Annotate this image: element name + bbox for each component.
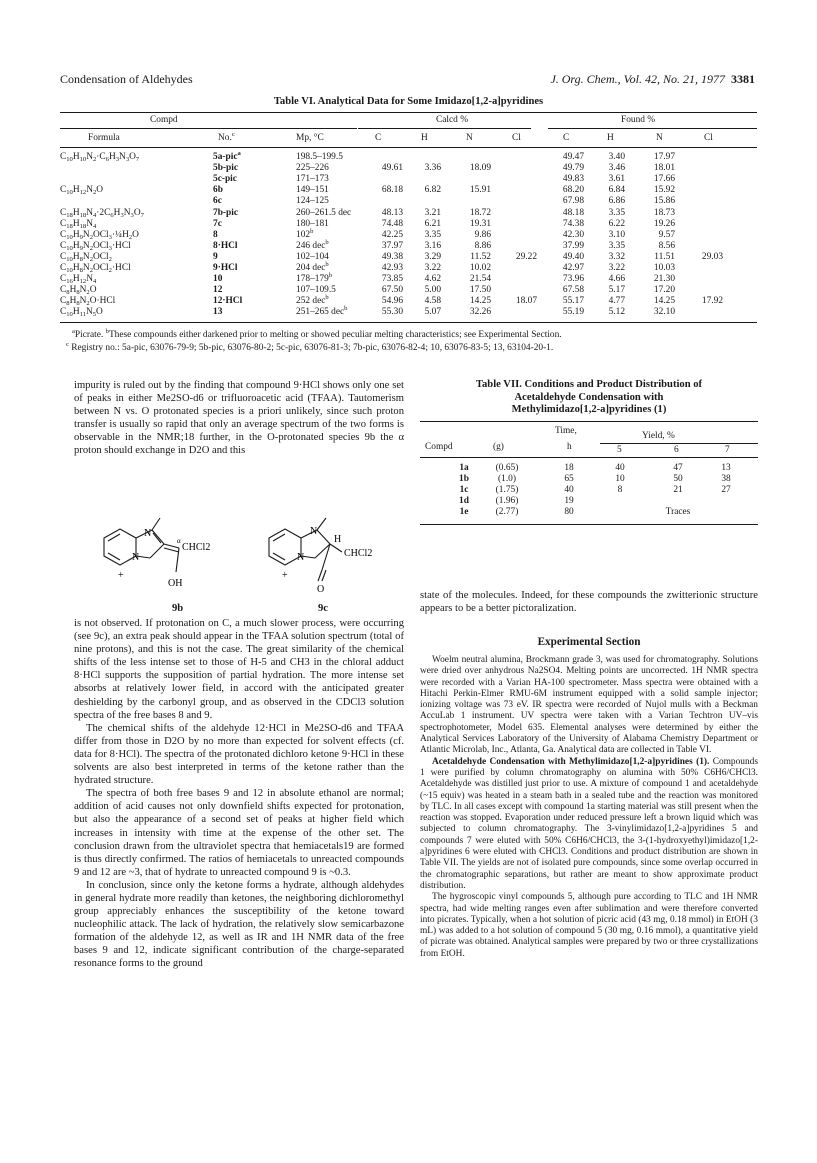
h-atom-9c: H: [334, 534, 342, 545]
left-body: [74, 617, 404, 971]
table-cell-ch: 3.22: [424, 263, 441, 273]
table-cell-fh: 4.66: [608, 274, 625, 285]
table-cell-ch: 3.16: [424, 240, 441, 251]
table-cell-no: 12·HCl: [213, 296, 243, 307]
table-cell-mp: 107–109.5: [296, 285, 336, 296]
table6-col-calcd-cl: Cl: [512, 133, 521, 143]
footnote-c-mark: c: [66, 341, 69, 348]
table6-bottom-rule: [60, 322, 757, 323]
table-row: [60, 196, 757, 207]
table-cell-fh: 3.35: [608, 207, 625, 218]
right-para-1: state of the molecules. Indeed, for these compounds the zwitterionic structure appears to be a better pictoralization.: [420, 590, 758, 615]
table-cell-fn: 17.97: [653, 152, 675, 162]
table-row: [60, 296, 757, 307]
table-cell-formula: $C_{10}H_{10}N_2\cdot C_6H_3N_3O_7$: [60, 152, 140, 163]
table-row: [60, 227, 757, 241]
table-cell-ch: 3.21: [424, 207, 441, 218]
table-cell-fn: 15.86: [653, 196, 675, 207]
table-cell-fcl: 17.92: [701, 296, 723, 307]
structures-9b-9c: [84, 508, 414, 598]
table-cell-ch: 6.21: [424, 218, 441, 229]
table-cell-y5: 8: [617, 485, 623, 496]
table-cell-fh: 6.84: [608, 185, 625, 196]
table6-col-no-sup: c: [231, 131, 235, 138]
table-cell-ch: 3.29: [424, 251, 441, 262]
table-cell-mp: 252 dec$^b$: [296, 294, 329, 307]
table-cell-no: 13: [213, 307, 223, 318]
table-cell-mp-sup: b: [344, 305, 348, 313]
table-cell-cc: 49.38: [381, 251, 403, 262]
table-cell-y6: 50: [673, 474, 683, 485]
table-cell-time: 40: [564, 485, 574, 496]
table-cell-cn: 21.54: [469, 274, 491, 285]
table7-col-compd: Compd: [425, 442, 453, 452]
table-cell-fc: 49.83: [562, 174, 584, 185]
journal-citation: J. Org. Chem., Vol. 42, No. 21, 1977: [550, 72, 725, 86]
table-cell-fn: 19.26: [653, 218, 675, 229]
table-cell-ch: 5.00: [424, 285, 441, 296]
exp-para-2: [420, 757, 758, 893]
table7-bottom-rule: [420, 524, 758, 525]
table-cell-fh: 5.17: [608, 285, 625, 296]
table-cell-cc: 42.25: [381, 229, 403, 240]
table-cell-cc: 37.97: [381, 240, 403, 251]
table-cell-formula: $C_{16}H_{12}N_4$: [60, 274, 97, 286]
table-cell-fn: 8.56: [658, 240, 675, 251]
left-para-1-text: impurity is ruled out by the finding that compound 9·HCl shows only one set of peaks in either Me2SO-d6 or trifluoroacetic acid (TFAA). Tautomerism between N vs. O protonated species is a priori unlikely, since such proton transfer is usually so rapid that only an average spectrum of the two forms is observable in the NMR;18 further, in the O-protonated species 9b the α proton should exchange in D2O and this: [74, 380, 404, 457]
table7-top-rule: [420, 421, 758, 422]
table-cell-fn: 18.73: [653, 207, 675, 218]
table-cell-g: (1.96): [495, 496, 519, 507]
table-cell-fh: 3.40: [608, 152, 625, 162]
table-cell-fh: 3.22: [608, 263, 625, 273]
table-cell-no: 9: [213, 251, 218, 262]
table6-col-formula: Formula: [88, 133, 120, 143]
table-row: [420, 463, 758, 474]
alpha-label: α: [177, 537, 181, 545]
table-row: [420, 474, 758, 485]
table-cell-ccl: 18.07: [515, 296, 537, 307]
table-cell-cn: 18.72: [469, 207, 491, 218]
table-cell-fc: 37.99: [562, 240, 584, 251]
footnote-b-text: These compounds either darkened prior to melting or showed peculiar melting characteristics; see Experimental Section.: [108, 330, 562, 340]
table-cell-fc: 67.98: [562, 196, 584, 207]
table-cell-ch: 5.07: [424, 307, 441, 318]
n-atom-9c-1: N: [310, 526, 318, 537]
table-cell-cc: 48.13: [381, 207, 403, 218]
table-cell-time: 80: [564, 507, 574, 518]
table-cell-compd: 1b: [459, 474, 469, 485]
table-cell-ch: 4.58: [424, 296, 441, 307]
table-cell-no: 8·HCl: [213, 240, 238, 251]
table-cell-mp-sup: b: [325, 261, 329, 268]
table-cell-formula: $C_{10}H_{12}N_2O$: [60, 185, 104, 197]
table-cell-fn: 21.30: [653, 274, 675, 285]
table-cell-fh: 4.77: [608, 296, 625, 307]
running-head-right: [550, 72, 755, 87]
left-para-5: In conclusion, since only the ketone forms a hydrate, although aldehydes in general hydrate more readily than ketones, the neighboring dichloromethyl group appreciably enhances the susceptibility of the ketone toward nucleophilic attack. The lack of hydration, the relatively slow semicarbazone formation of the aldehyde 12, as well as IR and 1H NMR data of the free bases 9 and 12, indicate significant contribution of the charge-separated resonance forms to the ground: [74, 879, 404, 970]
table-row: [60, 285, 757, 296]
table-row: [420, 496, 758, 507]
table-cell-fc: 48.18: [562, 207, 584, 218]
footnote-c-text: Registry no.: 5a-pic, 63076-79-9; 5b-pic, 63076-80-2; 5c-pic, 63076-81-3; 7b-pic, 63076-82-4; 10, 63076-83-5; 13, 63104-20-1.: [71, 343, 554, 353]
footnote-b-mark: b: [105, 328, 109, 335]
table-cell-formula: $C_{18}H_{18}N_4$: [60, 218, 97, 230]
table-cell-fc: 49.40: [562, 251, 584, 262]
table-cell-time: 65: [564, 474, 574, 485]
table-cell-no: 5b-pic: [213, 163, 239, 174]
plus-charge-9b: +: [118, 570, 124, 581]
label-9c: 9c: [318, 603, 328, 614]
table-cell-fh: 3.61: [608, 174, 625, 185]
table-cell-mp: 260–261.5 dec: [296, 207, 352, 218]
table6-calcd-rule: [358, 128, 531, 129]
table-cell-mp: 171–173: [296, 174, 329, 185]
table-cell-fc: 55.17: [562, 296, 584, 307]
table-cell-cc: 68.18: [381, 185, 403, 196]
table-row: [60, 252, 757, 263]
table6-col-calcd-n: N: [466, 133, 473, 143]
table-cell-mp: 124–125: [296, 196, 329, 207]
table-cell-fcl: 29.03: [701, 251, 723, 262]
experimental-body: [420, 655, 758, 960]
table-cell-fh: 3.35: [608, 240, 625, 251]
plus-charge-9c: +: [282, 570, 288, 581]
table-cell-no: 12: [213, 285, 223, 296]
table-row: [60, 163, 757, 174]
exp-para-2-heading: Acetaldehyde Condensation with Methylimidazo[1,2-a]pyridines (1).: [432, 756, 710, 767]
table-cell-cc: 67.50: [381, 285, 403, 296]
table-cell-g: (2.77): [495, 507, 519, 518]
table-cell-fc: 74.38: [562, 218, 584, 229]
structure-9c-bonds: [269, 518, 342, 581]
table-row: [60, 219, 757, 230]
table-cell-cn: 8.86: [474, 240, 491, 251]
table-cell-fn: 11.51: [654, 251, 675, 262]
table-cell-compd: 1e: [459, 507, 469, 518]
footnote-a-text: Picrate.: [74, 330, 104, 340]
table-cell-fc: 68.20: [562, 185, 584, 196]
table-cell-fc: 49.47: [562, 152, 584, 162]
table-row: [60, 208, 757, 219]
table-cell-compd: 1d: [459, 496, 469, 507]
table6-top-rule: [60, 112, 757, 113]
table-cell-no: 7b-pic: [213, 207, 239, 218]
table-cell-fh: 5.12: [608, 307, 625, 318]
left-para-3: The chemical shifts of the aldehyde 12·HCl in Me2SO-d6 and TFAA differ from those in D2O by no more than expected for solvent effects (cf. data for 8·HCl). The spectra of the protonated dichloro ketone 9·HCl in these solvents are also best interpreted in terms of the ketone rather than the hydrated structure.: [74, 722, 404, 787]
table6-group-found: Found %: [621, 115, 656, 125]
table-row: [60, 185, 757, 196]
oh-9b: OH: [168, 578, 183, 589]
running-head: [60, 72, 193, 87]
table-cell-cc: 42.93: [381, 263, 403, 273]
table-cell-ch: 3.35: [424, 229, 441, 240]
table-cell-time: 18: [564, 463, 574, 473]
table-cell-mp: 102$^b$: [296, 227, 314, 240]
table-cell-mp: 178–179$^b$: [296, 272, 333, 285]
table-cell-cn: 15.91: [469, 185, 491, 196]
table-cell-no: 5c-pic: [213, 174, 237, 185]
table6-col-found-c: C: [563, 133, 570, 143]
table-cell-formula: $C_{18}H_{18}N_4\cdot 2C_6H_3N_3O_7$: [60, 207, 144, 219]
table-row: [420, 485, 758, 496]
table6-found-rule: [548, 128, 757, 129]
table6-col-no: [218, 133, 235, 143]
table-cell-y7: 27: [721, 485, 731, 496]
table-cell-g: (0.65): [495, 463, 519, 473]
table-cell-formula: $C_8H_8N_2O\cdot HCl$: [60, 296, 116, 308]
table-cell-g: (1.75): [495, 485, 519, 496]
left-para-4: The spectra of both free bases 9 and 12 in absolute ethanol are normal; addition of acid causes not only downfield shifts expected for protonation, but also the appearance of a second set of peaks at higher field which increases in intensity with time at the expense of the other set. The conclusion drawn from the ultraviolet spectra that hemiacetals19 are formed is thus directly confirmed. The ratios of hemiacetals to unreacted compounds 9 and 12 are ~3, that of hydrate to unreacted compound 9 is ~0.3.: [74, 788, 404, 878]
table7-title-line3: Methylimidazo[1,2-a]pyridines (1): [511, 404, 667, 416]
table6-group-calcd: Calcd %: [436, 115, 469, 125]
table6-title: Table VI. Analytical Data for Some Imidazo[1,2-a]pyridines: [273, 96, 544, 107]
table-cell-fc: 42.97: [562, 263, 584, 273]
table6-footnote-1: [72, 330, 772, 342]
table6-col-calcd-c: C: [375, 133, 382, 143]
table-cell-fn: 10.03: [653, 263, 675, 273]
table-cell-fh: 3.32: [608, 251, 625, 262]
table-cell-fn: 14.25: [653, 296, 675, 307]
table-cell-cc: 73.85: [381, 274, 403, 285]
table-cell-mp: 251–265 dec$^b$: [296, 305, 348, 318]
table-cell-y6: 47: [673, 463, 683, 473]
table-cell-mp: 225–226: [296, 163, 329, 174]
table-row: [60, 307, 757, 318]
table-row: [60, 238, 757, 252]
table-cell-mp: 204 dec$^b$: [296, 261, 329, 273]
table-cell-cn: 17.50: [469, 285, 491, 296]
n-atom-9b-2: N: [132, 552, 140, 563]
exp-para-2-text: Compounds 1 were purified by column chromatography on alumina with 50% C6H6/CHCl3. Acetaldehyde was distilled just prior to use. A mixture of compound 1 and acetaldehyde (~15 equiv) was heated in a steam bath in a sealed tube and the reaction was monitored by TLC. In all cases except with compound 1a starting material was still present when the reaction was stopped. Evaporation under reduced pressure left a brown liquid which was subjected to column chromatography. The 3-vinylimidazo[1,2-a]pyridines 5 and compounds 7 were eluted with 50% C6H6/CHCl3, the 3-(1-hydroxyethyl)imidazo[1,2-a]pyridines 6 were eluted with CHCl3. Conditions and product distribution are shown in Table VII. The yields are not of isolated pure compounds, since some overlap occurred in the chromatographic separations, but rather are meant to show approximate product distribution.: [420, 756, 759, 891]
n-atom-9b-1: N: [144, 528, 152, 539]
table-cell-mp-sup: b: [325, 294, 329, 302]
table-cell-mp-sup: b: [310, 227, 314, 235]
label-9b: 9b: [172, 603, 184, 614]
o-atom-9c: O: [317, 584, 325, 595]
exp-para-1: Woelm neutral alumina, Brockmann grade 3, was used for chromatography. Solutions were dried over anhydrous Na2SO4. Melting points are uncorrected. 1H NMR spectra were recorded with a Varian HA-100 spectrometer. Mass spectra were obtained with a Hitachi Perkin-Elmer RMU-6M instrument equipped with a solid sample injector; ionizing voltage was 73 eV. IR spectra were recorded of Nujol mulls with a Beckman AccuLab 1 instrument. UV spectra were taken with a Varian Techtron UV–vis spectrophotometer, Model 635. Elemental analyses were determined by either the Analytical Services Laboratory of the University of Alabama Chemistry Department or Atlantic Microlab, Inc., Atlanta, Ga. Analytical data are collected in Table VI.: [420, 655, 758, 756]
table7-col-g: (g): [493, 442, 504, 452]
table-cell-fc: 49.79: [562, 163, 584, 174]
table-cell-compd: 1c: [459, 485, 469, 496]
left-para-2: is not observed. If protonation on C, a much slower process, were occurring (see 9c), an extra peak should appear in the TFAA solution spectrum (total of nine protons), and this is not the case. The great similarity of the chemical shifts of the less intense set to those of H-5 and CH3 in the chloral adduct 8·HCl supports the supposition of partial hydration. The more intense set absorbs at relatively lower field, in accord with the anticipated greater deshielding by the carbonyl group, and as observed in the CDCl3 solution spectra of the free bases 8 and 9.: [74, 618, 404, 721]
table6-header-rule: [60, 147, 757, 148]
table-cell-fh: 3.10: [608, 229, 625, 240]
table6-compd-rule: [60, 128, 357, 129]
table-cell-no: 6c: [213, 196, 222, 207]
structure-9b-bonds: [104, 518, 179, 572]
table-cell-fc: 55.19: [562, 307, 584, 318]
table-cell-fc: 67.58: [562, 285, 584, 296]
table-cell-fn: 15.92: [653, 185, 675, 196]
table7-col-5: 5: [617, 445, 622, 455]
table-cell-fn: 18.01: [653, 163, 675, 174]
table7-yield-rule: [600, 443, 758, 444]
table-cell-no: 7c: [213, 218, 222, 229]
table-row: [60, 174, 757, 185]
table7-col-7: 7: [725, 445, 730, 455]
table-row: [60, 152, 757, 163]
page-number: 3381: [731, 72, 755, 86]
table-cell-cc: 55.30: [381, 307, 403, 318]
table-cell-formula: $C_{10}H_{11}N_5O$: [60, 307, 103, 319]
table-cell-y6: 21: [673, 485, 683, 496]
table-cell-cn: 14.25: [469, 296, 491, 307]
table-cell-y6: Traces: [665, 507, 691, 518]
table-cell-cn: 18.09: [469, 163, 491, 174]
table-cell-fc: 42.30: [562, 229, 584, 240]
table-cell-formula: $C_{10}H_8N_2OCl_2$: [60, 251, 112, 263]
table-row: [420, 507, 758, 518]
table-cell-formula: $C_{10}H_9N_2OCl_3\cdot\frac{1}{4}H_2O$: [60, 229, 139, 241]
footnote-a-mark: a: [72, 328, 75, 335]
table-cell-cn: 10.02: [469, 263, 491, 273]
n-atom-9c-2: N: [297, 552, 305, 563]
table-cell-no: 9·HCl: [213, 263, 238, 273]
table-cell-mp: 102–104: [296, 251, 329, 262]
exp-para-3: The hygroscopic vinyl compounds 5, although pure according to TLC and 1H NMR spectra, had wide melting ranges even after sublimation and were therefore converted into picrates. Typically, when a hot solution of picric acid (43 mg, 0.18 mmol) in EtOH (3 mL) was added to a hot solution of compound 5 (30 mg, 0.16 mmol), a quantitative yield of picrate was obtained. Analytical samples were prepared by two or three crystallizations from EtOH.: [420, 892, 758, 959]
table-cell-fh: 6.86: [608, 196, 625, 207]
table-cell-no: 6b: [213, 185, 223, 196]
table-cell-no-sup: a: [237, 150, 241, 157]
experimental-heading: Experimental Section: [537, 636, 641, 648]
table-cell-mp: 180–181: [296, 218, 329, 229]
table7-col-time-unit: h: [567, 442, 572, 452]
left-para-1: [74, 379, 404, 458]
table-cell-g: (1.0): [498, 474, 516, 485]
table6-col-calcd-h: H: [421, 133, 428, 143]
table6-col-mp: Mp, °C: [296, 133, 324, 143]
table-row: [60, 274, 757, 285]
table-cell-cn: 11.52: [470, 251, 491, 262]
table-cell-fn: 17.66: [653, 174, 675, 185]
table-cell-formula: $C_{10}H_9N_2OCl_3\cdot HCl$: [60, 240, 131, 252]
table-cell-cc: 74.48: [381, 218, 403, 229]
table7-col-6: 6: [674, 445, 679, 455]
chcl2-9b: CHCl2: [182, 542, 211, 553]
table-cell-cn: 32.26: [469, 307, 491, 318]
table7-title-line1: Table VII. Conditions and Product Distribution of: [475, 379, 703, 390]
table-cell-y7: 38: [721, 474, 731, 485]
table-cell-ccl: 29.22: [515, 251, 537, 262]
table6-group-compd: Compd: [150, 115, 178, 125]
table-cell-formula: $C_{10}H_8N_2OCl_2\cdot HCl$: [60, 263, 131, 274]
table-cell-cc: 54.96: [381, 296, 403, 307]
table7-title-line2: Acetaldehyde Condensation with: [514, 391, 664, 403]
table-cell-compd: 1a: [459, 463, 469, 473]
table-cell-y5: 40: [615, 463, 625, 473]
table6-col-found-h: H: [607, 133, 614, 143]
table-cell-cn: 19.31: [469, 218, 491, 229]
table-cell-mp: 198.5–199.5: [296, 152, 343, 162]
table-cell-fh: 6.22: [608, 218, 625, 229]
table-cell-ch: 3.36: [424, 163, 441, 174]
table7-col-yield: Yield, %: [642, 431, 675, 441]
table-cell-fn: 9.57: [658, 229, 675, 240]
table-cell-cn: 9.86: [474, 229, 491, 240]
table-cell-ch: 4.62: [424, 274, 441, 285]
table6-col-no-text: No.: [218, 133, 232, 143]
table-cell-ch: 6.82: [424, 185, 441, 196]
table6-footnote-2: [66, 343, 766, 355]
table-cell-no: 5a-pic$^a$: [213, 150, 241, 162]
table7-col-time: Time,: [555, 426, 577, 436]
chcl2-9c: CHCl2: [344, 548, 373, 559]
running-head-left: Condensation of Aldehydes: [60, 72, 193, 86]
table-cell-fc: 73.96: [562, 274, 584, 285]
table6-col-found-cl: Cl: [704, 133, 713, 143]
table-cell-fh: 3.46: [608, 163, 625, 174]
table-cell-y7: 13: [721, 463, 731, 473]
table-cell-y5: 10: [615, 474, 625, 485]
table7-title: [420, 379, 758, 417]
table-row: [60, 263, 757, 274]
table-cell-mp: 246 dec$^b$: [296, 238, 329, 251]
table-cell-fn: 32.10: [653, 307, 675, 318]
table-cell-no: 10: [213, 274, 223, 285]
table-cell-cc: 49.61: [381, 163, 403, 174]
table7-header-rule: [420, 457, 758, 458]
table-cell-no: 8: [213, 229, 218, 240]
table-cell-mp-sup: b: [325, 238, 329, 246]
table-cell-time: 19: [564, 496, 574, 507]
table-cell-fn: 17.20: [653, 285, 675, 296]
table-cell-formula: $C_8H_8N_2O$: [60, 285, 97, 297]
table-cell-mp-sup: b: [328, 272, 333, 280]
table6-col-found-n: N: [656, 133, 663, 143]
table-cell-mp: 149–151: [296, 185, 329, 196]
